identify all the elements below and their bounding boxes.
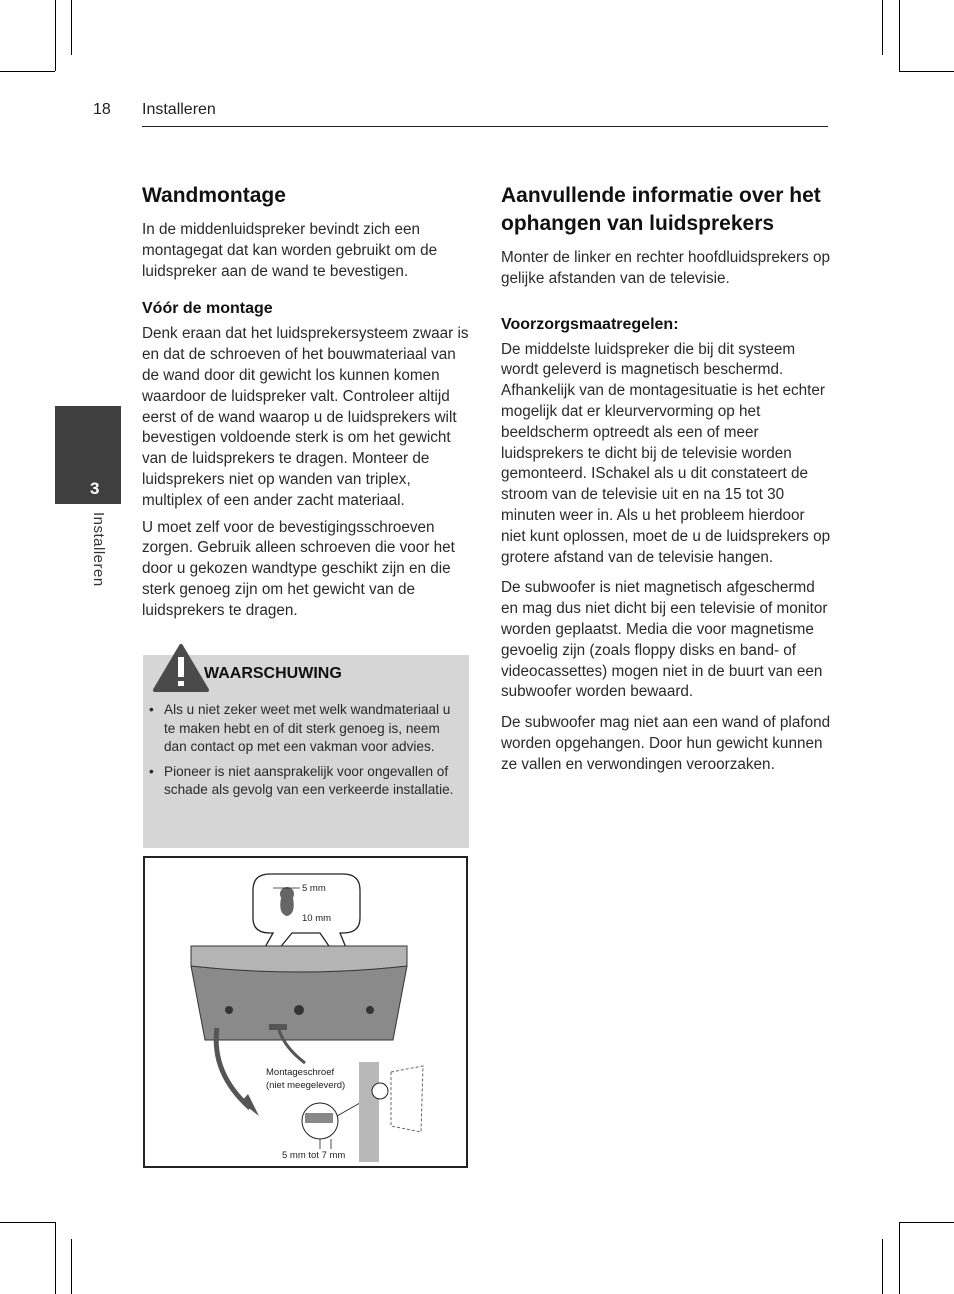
chapter-label: Installeren [90, 512, 107, 587]
section-title: Wandmontage [142, 184, 286, 207]
page-number: 18 [93, 101, 111, 118]
intro-paragraph: Monter de linker en rechter hoofdluidsprekers op gelijke afstanden van de televisie. [501, 249, 831, 287]
depth-label: 5 mm tot 7 mm [282, 1150, 346, 1161]
mounting-diagram [143, 856, 468, 1168]
right-column [501, 182, 831, 786]
header-divider [142, 126, 828, 127]
chapter-tab [55, 406, 121, 504]
intro-paragraph: In de middenluidspreker bevindt zich een montagegat dat kan worden gebruikt om de luidspreker aan de wand te bevestigen. [142, 221, 438, 280]
list-item: • Als u niet zeker weet met welk wandmateriaal u te maken hebt en of dit sterk genoeg is, neem dan contact op met een vakman voor advies. [153, 701, 465, 757]
body-paragraph: U moet zelf voor de bevestigingsschroeven zorgen. Gebruik alleen schroeven die voor het door u gekozen wandtype geschikt zijn en die sterk genoeg zijn om het gewicht van de luidsprekers te dragen. [142, 518, 455, 619]
body-paragraph: Denk eraan dat het luidsprekersysteem zwaar is en dat de schroeven of het bouwmateriaal van de wand door dit gewicht los kunnen komen waardoor de luidspreker valt. Controleer altijd eerst of de wand waarop u de luidsprekers wilt bevestigen voldoende sterk is om het gewicht van de luidsprekers te dragen. Monteer de luidsprekers niet op wanden van triplex, multiplex of een ander zacht materiaal. [142, 325, 469, 509]
subsection-title: Voorzorgsmaatregelen: [501, 315, 679, 333]
screw-label: Montageschroef [266, 1067, 335, 1078]
speaker-illustration [145, 858, 466, 1166]
screw-note-label: (niet meegeleverd) [266, 1080, 346, 1091]
subsection-title: Vóór de montage [142, 300, 273, 318]
warning-icon [152, 643, 210, 693]
section-header: Installeren [142, 101, 216, 118]
section-title: Aanvullende informatie over het ophangen van luidsprekers [501, 184, 821, 235]
warning-box [143, 655, 469, 848]
body-paragraph: De subwoofer is niet magnetisch afgeschermd en mag dus niet dicht bij een televisie of monitor worden geplaatst. Media die voor magnetisme gevoelig zijn (zoals floppy disks en band- of videocassettes) mogen niet in de buurt van een subwoofer worden bewaard. [501, 579, 828, 701]
body-paragraph: De middelste luidspreker die bij dit systeem wordt geleverd is magnetisch beschermd. Afhankelijk van de montagesituatie is het echter mogelijk dat er kleurvervorming op het beeldscherm optreedt als een of meer luidsprekers te dicht bij de televisie worden gemonteerd. ISchakel als u dit constateert de stroom van de televisie uit en na 15 tot 30 minuten weer in. Als u het probleem hierdoor niet kunt oplossen, moet de u de luidsprekers op grotere afstand van de televisie hangen. [501, 340, 831, 566]
body-paragraph: De subwoofer mag niet aan een wand of plafond worden opgehangen. Door hun gewicht kunnen ze vallen en verwondingen veroorzaken. [501, 714, 831, 773]
hole-width-label: 5 mm [302, 883, 326, 894]
hole-height-label: 10 mm [302, 913, 332, 924]
chapter-number: 3 [90, 479, 100, 498]
warning-list [153, 701, 465, 806]
list-item: • Pioneer is niet aansprakelijk voor ongevallen of schade als gevolg van een verkeerde installatie. [153, 763, 465, 800]
warning-title: WAARSCHUWING [204, 665, 342, 682]
left-column [142, 182, 472, 632]
